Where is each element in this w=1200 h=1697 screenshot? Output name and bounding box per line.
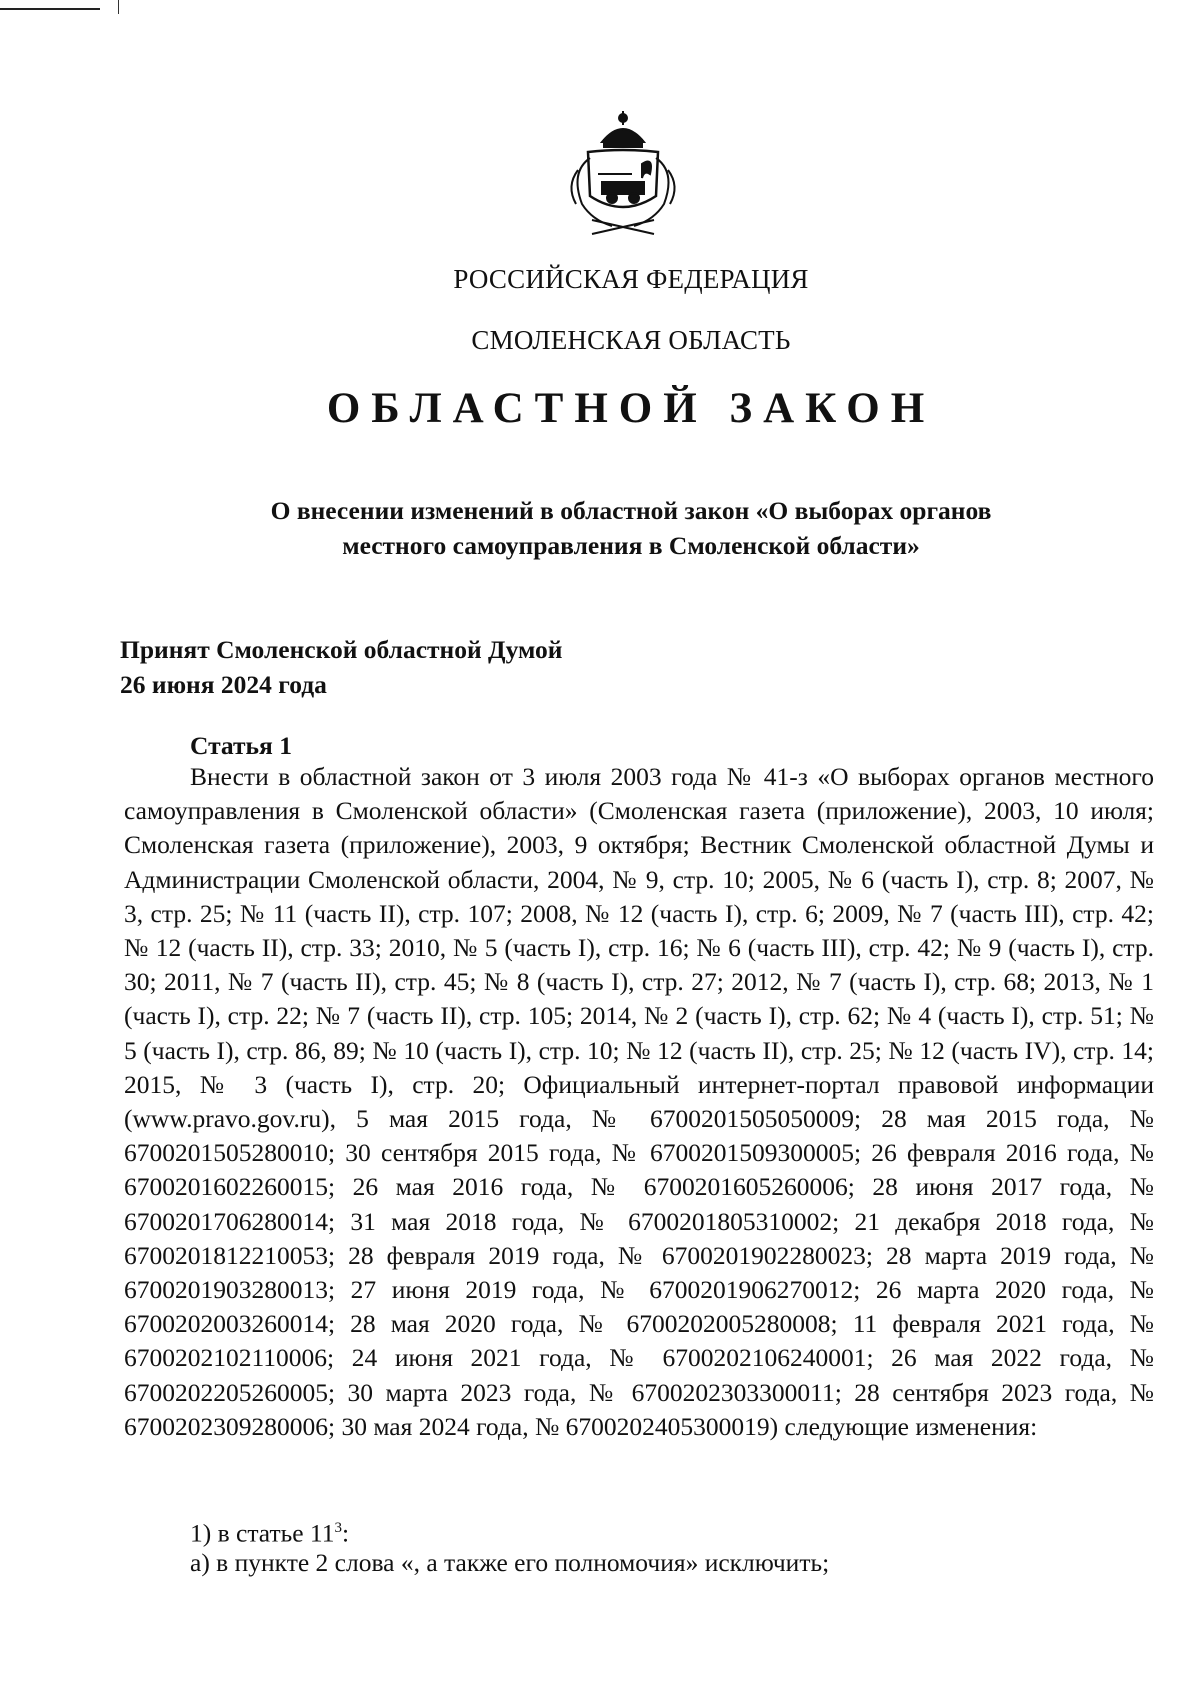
- smolensk-coat-of-arms-icon: [562, 108, 684, 240]
- law-title: [0, 493, 1200, 563]
- adoption-info: [120, 632, 562, 702]
- adoption-date: 26 июня 2024 года: [120, 670, 327, 699]
- country-heading: РОССИЙСКАЯ ФЕДЕРАЦИЯ: [453, 264, 809, 294]
- amendment-item-1-colon: :: [341, 1518, 350, 1548]
- law-title-line-1: О внесении изменений в областной закон «О выборах органов: [270, 496, 992, 525]
- article-number-superscript: 3: [334, 1520, 342, 1536]
- law-title-line-2: местного самоуправления в Смоленской области»: [342, 531, 920, 560]
- adopted-by: Принят Смоленской областной Думой: [120, 635, 563, 664]
- amendment-item-1-text: 1) в статье 11: [190, 1518, 335, 1548]
- region-heading: СМОЛЕНСКАЯ ОБЛАСТЬ: [471, 325, 791, 355]
- article-heading: Статья 1: [190, 731, 292, 760]
- article-body: Внести в областной закон от 3 июля 2003 года № 41-з «О выборах органов местного самоуправления в Смоленской области» (Смоленская газета (приложение), 2003, 10 июля; Смоленская газета (приложение), 2003, 9 октября; Вестник Смоленской областной Думы и Администрации Смоленской области, 2004, № 9, стр. 10; 2005, № 6 (часть I), стр. 8; 2007, № 3, стр. 25; № 11 (часть II), стр. 107; 2008, № 12 (часть I), стр. 6; 2009, № 7 (часть III), стр. 42; № 12 (часть II), стр. 33; 2010, № 5 (часть I), стр. 16; № 6 (часть III), стр. 42; № 9 (часть I), стр. 30; 2011, № 7 (часть II), стр. 45; № 8 (часть I), стр. 27; 2012, № 7 (часть I), стр. 68; 2013, № 1 (часть I), стр. 22; № 7 (часть II), стр. 105; 2014, № 2 (часть I), стр. 62; № 4 (часть I), стр. 51; № 5 (часть I), стр. 86, 89; № 10 (часть I), стр. 10; № 12 (часть II), стр. 25; № 12 (часть IV), стр. 14; 2015, № 3 (часть I), стр. 20; Официальный интернет-портал правовой информации (www.pravo.gov.ru), 5 мая 2015 года, № 6700201505050009; 28 мая 2015 года, № 6700201505280010; 30 сентября 2015 года, № 6700201509300005; 26 февраля 2016 года, № 6700201602260015; 26 мая 2016 года, № 6700201605260006; 28 июня 2017 года, № 6700201706280014; 31 мая 2018 года, № 6700201805310002; 21 декабря 2018 года, № 6700201812210053; 28 февраля 2019 года, № 6700201902280023; 28 марта 2019 года, № 6700201903280013; 27 июня 2019 года, № 6700201906270012; 26 марта 2020 года, № 6700202003260014; 28 мая 2020 года, № 6700202005280008; 11 февраля 2021 года, № 6700202102110006; 24 июня 2021 года, № 6700202106240001; 26 мая 2022 года, № 6700202205260005; 30 марта 2023 года, № 6700202303300011; 28 сентября 2023 года, № 6700202309280006; 30 мая 2024 года, № 6700202405300019) следующие изменения:: [124, 762, 1154, 1441]
- document-type-heading: ОБЛАСТНОЙ ЗАКОН: [326, 385, 936, 432]
- amendment-subitem-a: а) в пункте 2 слова «, а также его полномочия» исключить;: [190, 1548, 830, 1577]
- scan-border-mark: [0, 8, 100, 10]
- scan-tick-mark: [118, 0, 119, 14]
- amendment-item-1: [190, 1511, 349, 1551]
